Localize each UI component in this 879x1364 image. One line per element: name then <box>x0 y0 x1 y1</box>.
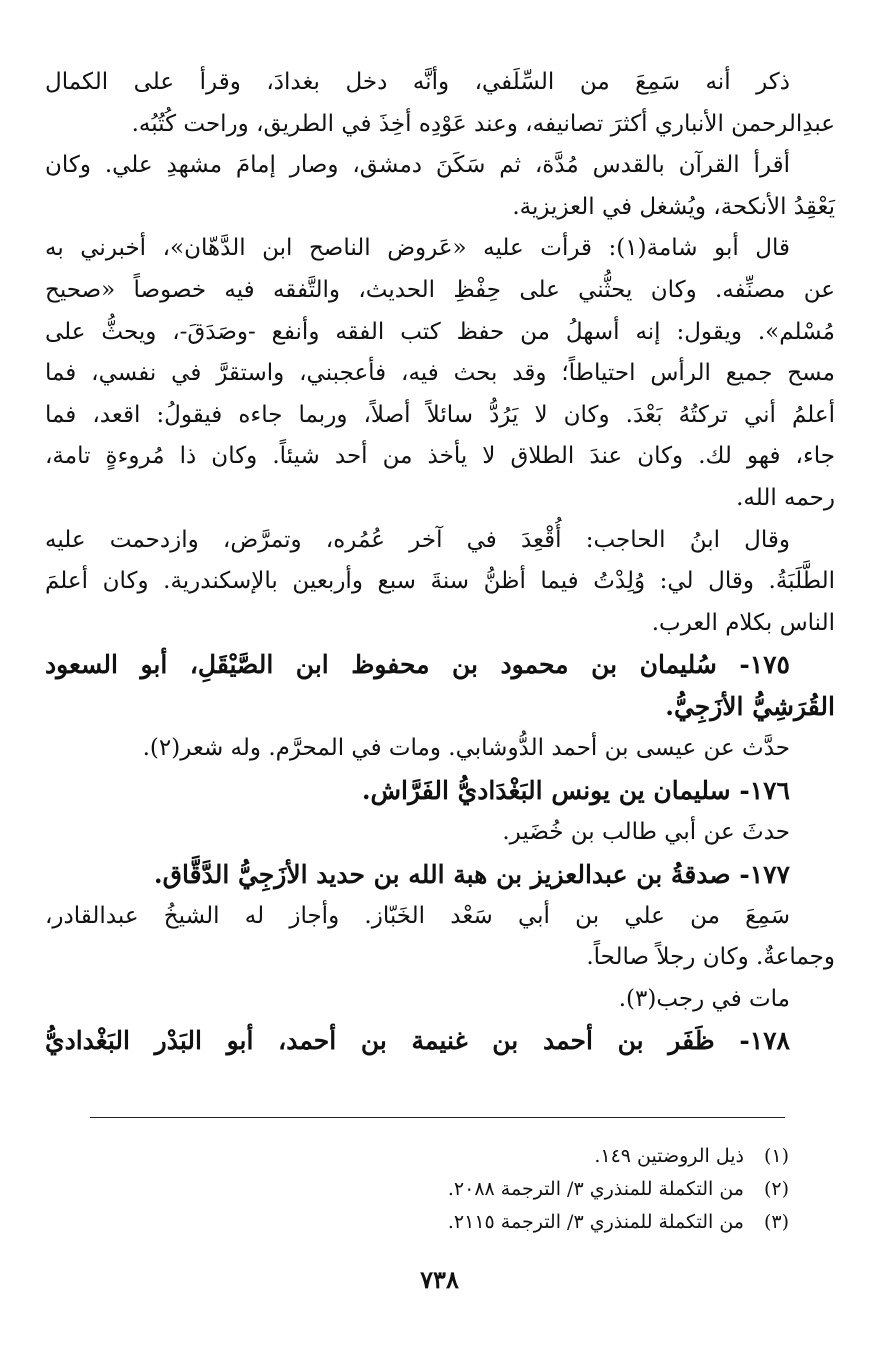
entry-heading-177 <box>45 854 835 896</box>
paragraph-5 <box>45 728 835 770</box>
text-line: جاء، فهو لك. وكان عندَ الطلاق لا يأخذ من أحد شيئاً. وكان ذا مُروءةٍ تامة، <box>45 443 835 470</box>
footnote-2 <box>89 1173 789 1206</box>
heading-line: ١٧٧- صدقةُ بن عبدالعزيز بن هبة الله بن حديد الأزَجِيُّ الدَّقَّاق. <box>153 859 790 889</box>
text-line: أعلمُ أني تركتُهُ بَعْدَ. وكان لا يَرُدُّ سائلاً أصلاً، وربما جاءه فيقولُ: اقعد، فما <box>45 401 835 428</box>
text-line: مسح جميع الرأس احتياطاً؛ وقد بحث فيه، فأعجبني، واستقرَّ في نفسي، فما <box>45 360 835 387</box>
text-line: رحمه الله. <box>736 484 835 511</box>
text-line: أقرأ القرآن بالقدس مُدَّة، ثم سَكَنَ دمشق، وصار إمامَ مشهدِ علي. وكان <box>45 152 790 179</box>
text-line: الطَّلَبَةُ. وقال لي: وُلِدْتُ فيما أظنُّ سنةَ سبع وأربعين بالإسكندرية. وكان أعلمَ <box>45 568 835 595</box>
text-line: يَعْقِدُ الأنكحة، ويُشغل في العزيزية. <box>512 193 835 220</box>
heading-line: ١٧٨- ظَفَر بن أحمد بن غنيمة بن أحمد، أبو البَدْر البَغْداديُّ <box>45 1026 790 1056</box>
text-line: عبدِالرحمن الأنباري أكثرَ تصانيفه، وعند عَوْدِه أخِذَ في الطريق، وراحت كُتُبُه. <box>131 110 835 137</box>
text-line: حدثَ عن أبي طالب بن خُضَير. <box>502 818 790 845</box>
page-body <box>45 62 835 1062</box>
heading-line: ١٧٥- سُليمان بن محمود بن محفوظ ابن الصَّيْقَلِ، أبو السعود <box>45 650 790 680</box>
heading-line: ١٧٦- سليمان ين يونس البَغْدَاديُّ الفَرَّاش. <box>361 775 790 805</box>
text-line: وقال ابنُ الحاجب: أُقْعِدَ في آخر عُمُره، وتمرَّض، وازدحمت عليه <box>45 526 790 553</box>
paragraph-6 <box>45 812 835 854</box>
paragraph-1 <box>45 62 835 145</box>
text-line: مُسْلم». ويقول: إنه أسهلُ من حفظ كتب الفقه وأنفع -وصَدَقَ-، ويحثُّ على <box>45 318 835 345</box>
footnote-text: من التكملة للمنذري ٣/ الترجمة ٢١١٥. <box>447 1211 744 1233</box>
footnote-divider <box>90 1117 785 1118</box>
footnote-3 <box>89 1206 789 1239</box>
footnotes <box>89 1140 789 1239</box>
paragraph-4 <box>45 520 835 645</box>
footnote-number: (٢) <box>763 1178 789 1200</box>
paragraph-3 <box>45 228 835 519</box>
paragraph-8 <box>45 979 835 1021</box>
entry-heading-176 <box>45 770 835 812</box>
page-number: ٧٣٨ <box>420 1265 459 1294</box>
entry-heading-175 <box>45 644 835 728</box>
text-line: الناس بكلام العرب. <box>651 609 835 636</box>
entry-heading-178 <box>45 1020 835 1062</box>
text-line: مات في رجب(٣). <box>618 985 790 1012</box>
footnote-text: ذيل الروضتين ١٤٩. <box>594 1145 744 1167</box>
text-line: ذكر أنه سَمِعَ من السِّلَفي، وأنَّه دخل بغدادَ، وقرأ على الكمال <box>45 69 790 95</box>
footnote-number: (٣) <box>763 1211 789 1233</box>
footnote-1 <box>89 1140 789 1173</box>
text-line: عن مصنِّفه. وكان يحثُّني على حِفْظِ الحديث، والتَّفقه فيه خصوصاً «صحيح <box>45 276 835 303</box>
text-line: سَمِعَ من علي بن أبي سَعْد الخَبّاز. وأجاز له الشيخُ عبدالقادر، <box>45 902 790 929</box>
footnote-number: (١) <box>763 1145 789 1167</box>
text-line: وجماعةٌ. وكان رجلاً صالحاً. <box>586 944 835 971</box>
text-line: قال أبو شامة(١): قرأت عليه «عَروض الناصح ابن الدَّهّان»، أخبرني به <box>45 235 790 262</box>
heading-line: القُرَشِيُّ الأزَجِيُّ. <box>665 692 835 722</box>
footnote-text: من التكملة للمنذري ٣/ الترجمة ٢٠٨٨. <box>447 1178 744 1200</box>
paragraph-7 <box>45 896 835 979</box>
text-line: حدَّث عن عيسى بن أحمد الدُّوشابي. ومات في المحرَّم. وله شعر(٢). <box>142 735 790 762</box>
paragraph-2 <box>45 145 835 228</box>
